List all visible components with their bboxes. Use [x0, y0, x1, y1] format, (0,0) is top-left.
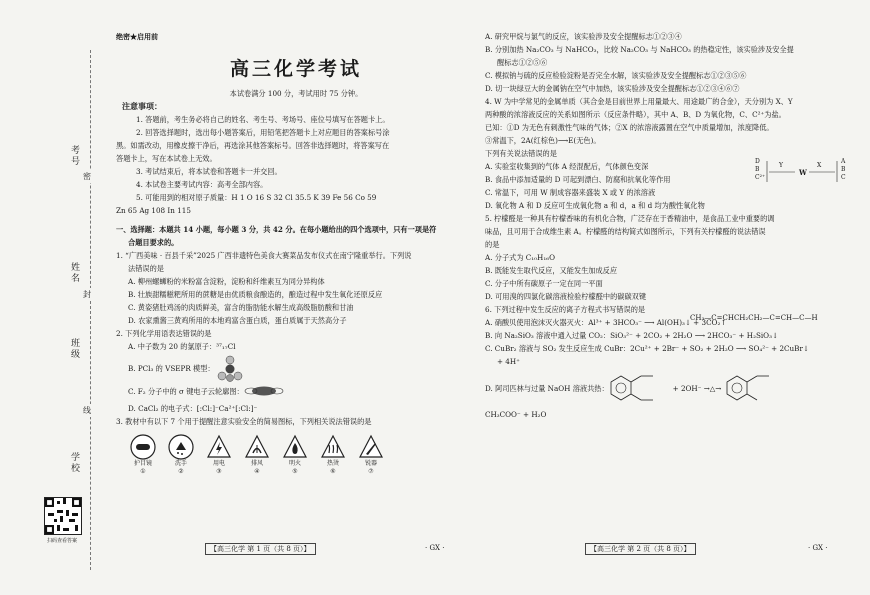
note-line: 3. 考试结束后，将本试卷和答题卡一并交回。 [136, 167, 282, 176]
question-6-option-d: D. 阿司匹林与过量 NaOH 溶液共热： [485, 383, 609, 393]
question-3-option-d: D. 切一块绿豆大的金属钠在空气中加热，该实验涉及安全提醒标志①②③④⑥⑦ [485, 84, 740, 93]
question-1-stem: 法错误的是 [128, 264, 164, 273]
diagram-node: C²⁺ [755, 174, 766, 181]
diagram-x: X [817, 162, 822, 169]
page-2-footer [585, 544, 696, 554]
icon-label: 护目镜 [133, 460, 152, 467]
question-4-stem: 两种酸的浓溶液反应的关系如图所示（反应条件略），其中 A、B、D 为氧化物，C、C²⁺为盐。 [485, 110, 786, 119]
sigma-bond-icon [244, 385, 284, 397]
question-2-option-a: A. 中子数为 20 的氯原子：³⁷₁₇Cl [128, 342, 236, 351]
note-line: 4. 本试卷主要考试内容：高考全部内容。 [136, 180, 268, 189]
question-6-option-b: B. 向 Na₂SiO₃ 溶液中通入过量 CO₂：SiO₃²⁻ + 2CO₂ + 2H₂O ⟶ 2HCO₃⁻ + H₂SiO₃↓ [485, 331, 778, 340]
question-2-option-c-row [116, 383, 476, 399]
icon-number: ⑦ [368, 468, 374, 475]
question-5-stem: 的是 [485, 240, 500, 249]
question-3-option-c: C. 模拟钠与硫的反应检验淀粉是否完全水解，该实验涉及安全提醒标志①②③⑤⑥ [485, 71, 747, 80]
question-6-option-d-mid: + 2OH⁻ →△→ [672, 383, 722, 393]
exam-subtitle: 本试卷满分 100 分，考试用时 75 分钟。 [229, 89, 363, 98]
icon-number: ⑤ [292, 468, 298, 475]
page-2-column [485, 30, 860, 421]
note-line: Zn 65 Ag 108 In 115 [116, 206, 191, 215]
vsepr-model-icon [215, 354, 245, 382]
diagram-node: C [841, 174, 846, 181]
diagram-node: D [755, 158, 760, 165]
exam-title: 高三化学考试 [229, 58, 362, 80]
question-6-stem: 6. 下列过程中发生反应的离子方程式书写错误的是 [485, 305, 646, 314]
question-2-stem: 2. 下列化学用语表达错误的是 [116, 329, 212, 338]
binding-label-school: 学校 [69, 452, 79, 474]
icon-label: 明火 [288, 460, 301, 467]
question-4-known: 已知：①D 为无色有刺激性气味的气体；②X 的浓溶液露置在空气中质量增加，浓度降低。 [485, 123, 774, 132]
question-6-option-d-cont: CH₃COO⁻ + H₂O [485, 410, 547, 419]
question-4-prompt: 下列有关说法错误的是 [485, 149, 557, 158]
question-6-option-a: A. 硝酸贝使用泡沫灭火器灭火：Al³⁺ + 3HCO₃⁻ ⟶ Al(OH)₃↓ + 3CO₂↑ [485, 318, 727, 327]
note-line: 答题卡上，写在本试卷上无效。 [116, 154, 217, 163]
page-1-column [116, 30, 476, 476]
binding-mark-line: 线 [83, 406, 91, 415]
question-4-option-b: B. 食品中添加适量的 D 可起到漂白、防腐和抗氧化等作用 [485, 175, 671, 184]
question-2-option-d: D. CaCl₂ 的电子式：[:Cl:]⁻Ca²⁺[:Cl:]⁻ [128, 404, 258, 413]
question-1-option-a: A. 柳州螺蛳粉的米粉富含淀粉，淀粉和纤维素互为同分异构体 [128, 277, 325, 286]
question-6-option-c: C. CuBr₂ 溶液与 SO₂ 发生反应生成 CuBr：2Cu²⁺ + 2Br⁻ + SO₂ + 2H₂O ⟶ SO₄²⁻ + 2CuBr↓ [485, 344, 809, 353]
icon-label: 洗手 [174, 460, 187, 467]
note-line: 黑。如需改动，用橡皮擦干净后，再选涂其他答案标号。回答非选择题时，将答案写在 [116, 141, 390, 150]
hand-wash-icon [166, 434, 196, 476]
icon-number: ③ [216, 468, 222, 475]
question-2-option-b: B. PCl₃ 的 VSEPR 模型： [128, 363, 215, 373]
note-line: 2. 回答选择题时，选出每小题答案后，用铅笔把答题卡上对应题目的答案标号涂 [136, 128, 390, 137]
aspirin-structure-icon [609, 370, 669, 406]
notes-title: 注意事项： [122, 101, 162, 111]
question-3-option-b: B. 分别加热 Na₂CO₃ 与 NaHCO₃，比较 Na₂CO₃ 与 NaHCO₃ 的热稳定性，该实验涉及安全提 [485, 45, 794, 54]
binding-label-name: 姓名 [69, 262, 79, 284]
diagram-arrows [755, 158, 855, 192]
icon-number: ② [178, 468, 184, 475]
icon-number: ⑥ [330, 468, 336, 475]
secret-label: 绝密★启用前 [116, 32, 158, 41]
binding-label-exam-no: 考号 [69, 145, 79, 167]
question-1-option-d: D. 农家熏酱三黄鸡所用的本地鸡富含蛋白质，蛋白质属于天然高分子 [128, 316, 347, 325]
ventilation-icon [242, 434, 272, 476]
question-1-option-b: B. 壮族甜糯糍粑所用的蔗糖是由优质粮食酿造的，酿造过程中发生氧化还原反应 [128, 290, 383, 299]
diagram-node: A [841, 158, 846, 165]
question-4-stem: 4. W 为中学常见的金属单质（其合金是目前世界上用量最大、用途最广的合金），天分别为 X、Y [485, 97, 793, 106]
icon-label: 排风 [250, 460, 263, 467]
question-1-stem: 1. “广西美味 · 百县千采”2025 广西非遗特色美食大赛菜品发布仪式在南宁隆重举行。下列说 [116, 251, 412, 260]
binding-mark-sealed: 封 [83, 290, 91, 299]
goggles-icon [128, 434, 158, 476]
question-3-option-b-cont: 醒标志①②⑤⑥ [497, 58, 548, 67]
page-2-footer-label: 【高三化学 第 2 页（共 8 页）】 [585, 543, 696, 555]
page-2-footer-code: · GX · [808, 544, 828, 552]
icon-label: 锐器 [364, 460, 377, 467]
binding-label-class: 班级 [69, 338, 79, 360]
question-6-option-c-cont: + 4H⁺ [497, 357, 520, 366]
question-4-known: ③常温下，2A(红棕色)⟶E(无色)。 [485, 136, 601, 145]
page-1-footer-code: · GX · [425, 544, 445, 552]
diagram-w: W [799, 168, 807, 177]
note-line: 1. 答题前，考生务必将自己的姓名、考生号、考场号、座位号填写在答题卡上。 [136, 115, 390, 124]
section-heading: 一、选择题：本题共 14 小题，每小题 3 分，共 42 分。在每小题给出的四个选项中，只有一项是符 [116, 225, 437, 234]
icon-label: 热烫 [326, 460, 339, 467]
question-5-option-d: D. 可用溴的四氯化碳溶液检验柠檬醛中的碳碳双键 [485, 292, 647, 301]
citral-structure: CH₃—C=CHCH₂CH₂—C=CH—C—H [690, 314, 818, 322]
qr-code[interactable] [44, 497, 82, 535]
question-4-option-c: C. 常温下，可用 W 制成容器来盛装 X 或 Y 的浓溶液 [485, 188, 656, 197]
question-2-option-b-row [116, 353, 476, 383]
q4-reaction-diagram [755, 158, 855, 192]
electricity-icon [204, 434, 234, 476]
section-heading: 合题目要求的。 [128, 238, 179, 247]
diagram-node: B [841, 166, 846, 173]
page-1-footer [205, 544, 316, 554]
diagram-right-products [841, 158, 846, 182]
salicylate-structure-icon [725, 370, 785, 406]
diagram-node: B [755, 166, 760, 173]
safety-icons [128, 434, 476, 476]
question-6-option-d-row [485, 368, 860, 408]
binding-strip [0, 0, 110, 595]
question-5-stem: 5. 柠檬醛是一种具有柠檬香味的有机化合物，广泛存在于香精油中，是食品工业中重要的调 [485, 214, 775, 223]
icon-number: ① [140, 468, 146, 475]
question-5-stem: 味品，且可用于合成维生素 A。柠檬醛的结构简式如图所示，下列有关柠檬醛的说法错误 [485, 227, 766, 236]
open-flame-icon [280, 434, 310, 476]
diagram-y: Y [779, 162, 783, 169]
binding-mark-seal: 密 [83, 172, 91, 181]
question-4-option-d: D. 氧化物 A 和 D 反应可生成氧化物 a 和 d，a 和 d 均为酸性氧化物 [485, 201, 705, 210]
question-5-option-c: C. 分子中所有碳原子一定在同一平面 [485, 279, 603, 288]
page-1-footer-label: 【高三化学 第 1 页（共 8 页）】 [205, 543, 316, 555]
question-1-option-c: C. 黄姿猪肚鸡汤的肉质鲜美，富含的脂肪能水解生成高级脂肪酸和甘油 [128, 303, 354, 312]
note-line: 5. 可能用到的相对原子质量：H 1 O 16 S 32 Cl 35.5 K 39 Fe 56 Co 59 [136, 193, 377, 202]
icon-number: ④ [254, 468, 260, 475]
question-3-option-a: A. 研究甲烷与氯气的反应，该实验涉及安全提醒标志①②③④ [485, 32, 682, 41]
question-2-option-c: C. F₂ 分子中的 σ 键电子云轮廓图： [128, 386, 244, 396]
question-5-option-a: A. 分子式为 C₁₀H₁₆O [485, 253, 555, 262]
hot-surface-icon [318, 434, 348, 476]
question-5-option-b: B. 既能发生取代反应，又能发生加成反应 [485, 266, 618, 275]
qr-caption: 扫码查看答案 [46, 538, 77, 544]
question-3-stem: 3. 教材中有以下 7 个用于提醒注意实验安全的简易图标，下列相关说法错误的是 [116, 417, 372, 426]
question-4-option-a: A. 实验室收集到的气体 A 经混配后，气体颜色变深 [485, 162, 649, 171]
cut-line [90, 50, 91, 570]
sharp-object-icon [356, 434, 386, 476]
icon-label: 用电 [212, 460, 225, 467]
